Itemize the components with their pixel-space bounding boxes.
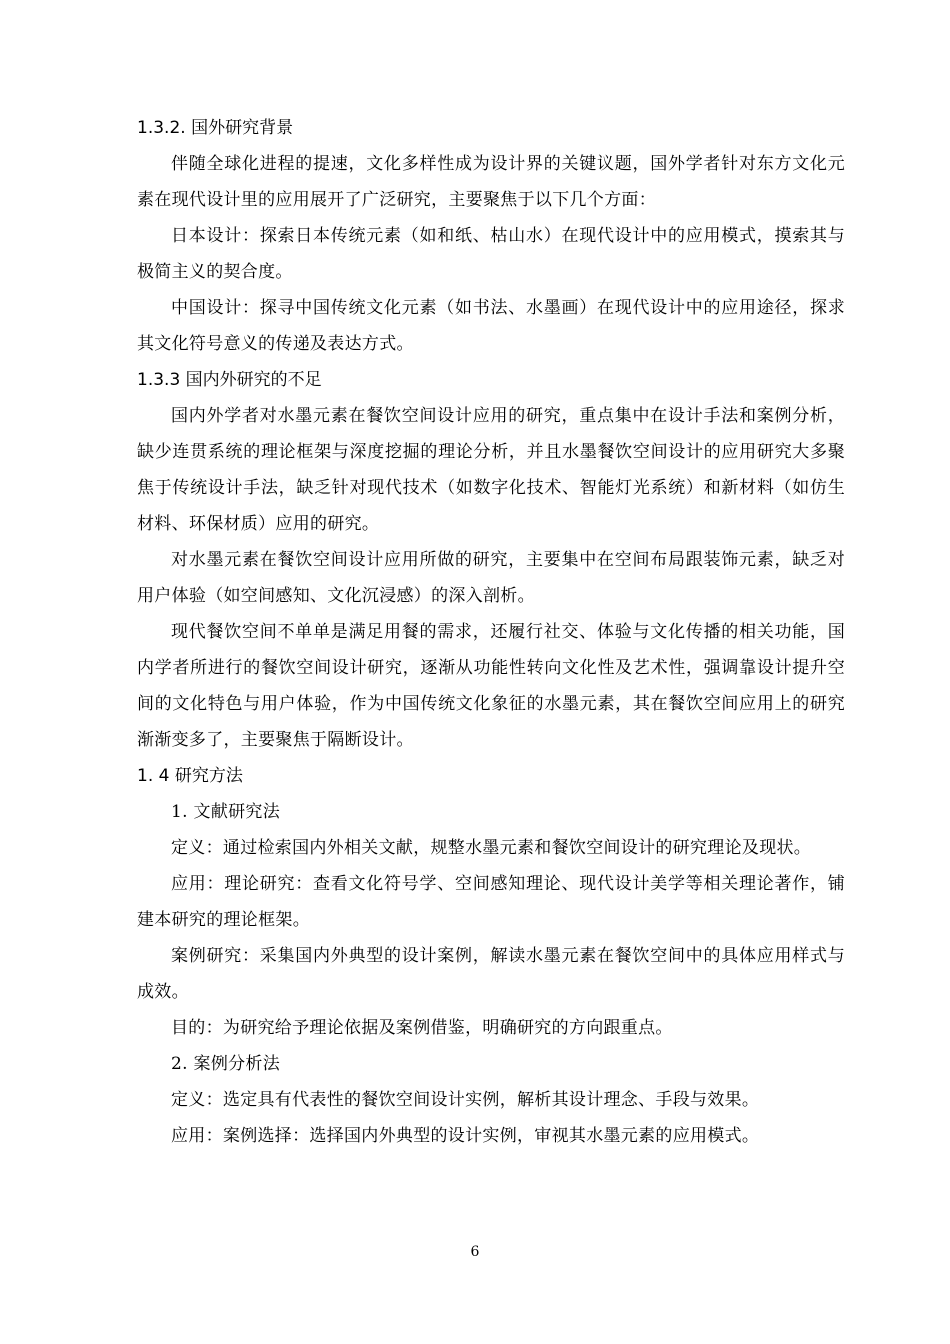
paragraph: 对水墨元素在餐饮空间设计应用所做的研究，主要集中在空间布局跟装饰元素，缺乏对用户体验（如空间感知、文化沉浸感）的深入剖析。 xyxy=(137,550,845,606)
method-title: 2. 案例分析法 xyxy=(171,1054,281,1074)
paragraph: 目的：为研究给予理论依据及案例借鉴，明确研究的方向跟重点。 xyxy=(171,1018,673,1038)
paragraph: 定义：通过检索国内外相关文献，规整水墨元素和餐饮空间设计的研究理论及现状。 xyxy=(171,838,812,858)
paragraph: 日本设计：探索日本传统元素（如和纸、枯山水）在现代设计中的应用模式，摸索其与极简主义的契合度。 xyxy=(137,226,845,282)
section-heading-1-4: 1. 4 研究方法 xyxy=(137,766,243,786)
paragraph: 应用：案例选择：选择国内外典型的设计实例，审视其水墨元素的应用模式。 xyxy=(171,1126,760,1146)
page-body xyxy=(137,110,845,1154)
section-heading-1-3-2: 1.3.2. 国外研究背景 xyxy=(137,118,294,138)
page-number: 6 xyxy=(470,1244,480,1260)
paragraph: 国内外学者对水墨元素在餐饮空间设计应用的研究，重点集中在设计手法和案例分析，缺少连贯系统的理论框架与深度挖掘的理论分析，并且水墨餐饮空间设计的应用研究大多聚焦于传统设计手法，缺乏针对现代技术（如数字化技术、智能灯光系统）和新材料（如仿生材料、环保材质）应用的研究。 xyxy=(137,406,845,534)
paragraph: 应用：理论研究：查看文化符号学、空间感知理论、现代设计美学等相关理论著作，铺建本研究的理论框架。 xyxy=(137,874,845,930)
section-heading-1-3-3: 1.3.3 国内外研究的不足 xyxy=(137,370,322,390)
paragraph: 伴随全球化进程的提速，文化多样性成为设计界的关键议题，国外学者针对东方文化元素在现代设计里的应用展开了广泛研究，主要聚焦于以下几个方面： xyxy=(137,154,845,210)
method-title: 1. 文献研究法 xyxy=(171,802,281,822)
paragraph: 现代餐饮空间不单单是满足用餐的需求，还履行社交、体验与文化传播的相关功能，国内学者所进行的餐饮空间设计研究，逐渐从功能性转向文化性及艺术性，强调靠设计提升空间的文化特色与用户体验，作为中国传统文化象征的水墨元素，其在餐饮空间应用上的研究渐渐变多了，主要聚焦于隔断设计。 xyxy=(137,622,845,750)
paragraph: 中国设计：探寻中国传统文化元素（如书法、水墨画）在现代设计中的应用途径，探求其文化符号意义的传递及表达方式。 xyxy=(137,298,845,354)
paragraph: 定义：选定具有代表性的餐饮空间设计实例，解析其设计理念、手段与效果。 xyxy=(171,1090,760,1110)
paragraph: 案例研究：采集国内外典型的设计案例，解读水墨元素在餐饮空间中的具体应用样式与成效。 xyxy=(137,946,845,1002)
